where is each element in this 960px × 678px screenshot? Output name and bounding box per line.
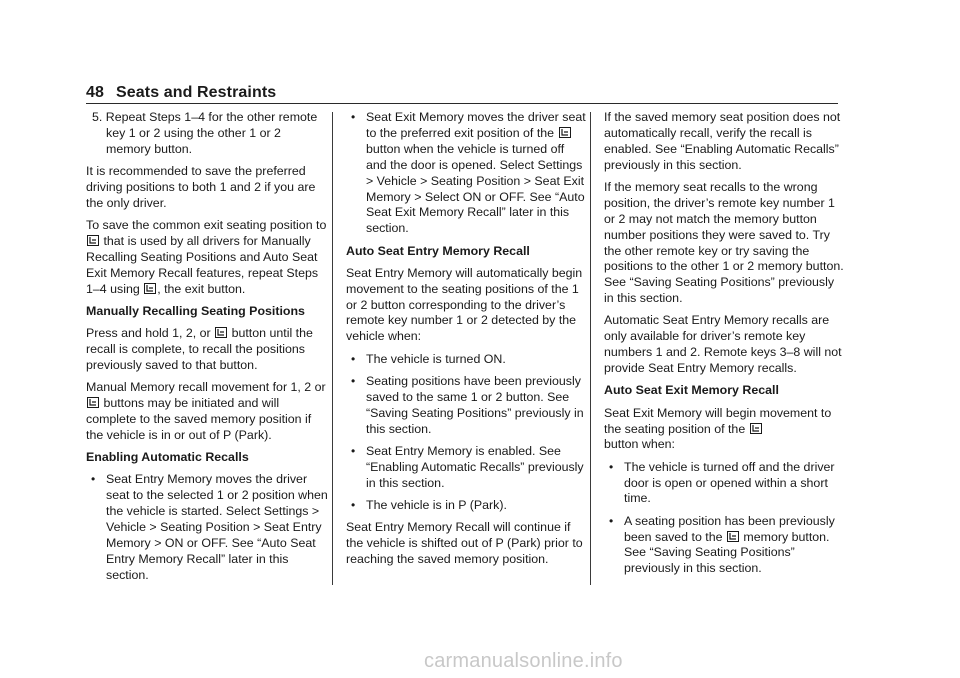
section-heading: Manually Recalling Seating Positions <box>86 303 305 318</box>
paragraph: Seat Entry Memory will automatically begin movement to the seating positions of the 1 or 2 button corresponding to the driver’s remote key number 1 or 2 detected by the vehicle when: <box>346 265 583 344</box>
text: Seat Exit Memory will begin movement to the seating position of the <box>604 405 832 436</box>
text: button when the vehicle is turned off and the door is opened. Select Settings > Vehicle > Seating Position > Seat Exit Memory > Select ON or OFF. See “Auto Seat Exit Memory Recall” later in this section. <box>366 141 585 236</box>
watermark: carmanualsonline.info <box>424 650 623 672</box>
list-item: • The vehicle is turned off and the driver door is open or opened within a short time. <box>604 460 846 508</box>
column-divider <box>332 112 333 585</box>
text: buttons may be initiated and will complete to the saved memory position if the vehicle is in or out of P (Park). <box>86 395 312 442</box>
list-item: • The vehicle is in P (Park). <box>346 498 588 514</box>
column-2 <box>346 110 588 574</box>
column-1 <box>86 110 328 590</box>
header-title <box>86 84 838 102</box>
exit-seat-memory-icon <box>750 423 762 434</box>
column-3 <box>604 110 846 584</box>
paragraph: If the saved memory seat position does not automatically recall, verify the recall is enabled. See “Enabling Automatic Recalls” previously in this section. <box>604 110 841 172</box>
text: A seating position has been previously been saved to the <box>624 513 835 544</box>
exit-seat-memory-icon <box>215 327 227 338</box>
exit-seat-memory-icon <box>144 283 156 294</box>
paragraph <box>86 326 328 374</box>
step-5: 5. Repeat Steps 1–4 for the other remote key 1 or 2 using the other 1 or 2 memory button. <box>92 110 318 156</box>
paragraph: Automatic Seat Entry Memory recalls are only available for driver’s remote key numbers 1 and 2. Remote keys 3–8 will not provide Seat Entry Memory recalls. <box>604 313 842 376</box>
list-item: • Seat Entry Memory is enabled. See “Enabling Automatic Recalls” previously in this section. <box>346 444 588 492</box>
paragraph: Seat Entry Memory Recall will continue if the vehicle is shifted out of P (Park) prior to reaching the saved memory position. <box>346 519 583 566</box>
text: , the exit button. <box>157 281 246 296</box>
text: that is used by all drivers for Manually Recalling Seating Positions and Auto Seat Exit Memory Recall features, repeat Steps 1–4 using <box>86 233 319 296</box>
section-title: Seats and Restraints <box>116 84 277 101</box>
text: memory button. See “Saving Seating Positions” previously in this section. <box>624 529 830 576</box>
paragraph <box>604 406 846 454</box>
text: Press and hold 1, 2, or <box>86 326 211 341</box>
text: To save the common exit seating position to <box>86 218 327 233</box>
list-item <box>346 110 588 237</box>
section-heading: Auto Seat Entry Memory Recall <box>346 243 530 258</box>
section-heading: Enabling Automatic Recalls <box>86 450 249 464</box>
section-heading: Auto Seat Exit Memory Recall <box>604 383 779 398</box>
exit-seat-memory-icon <box>87 235 99 246</box>
page-header <box>86 84 838 102</box>
exit-seat-memory-icon <box>87 397 99 408</box>
list-item: • Seat Entry Memory moves the driver seat to the selected 1 or 2 position when the vehicle is started. Select Settings > Vehicle > Seating Position > Seat Entry Memory > ON or OFF. See “Auto Seat Entry Memory Recall” later in this section. <box>86 472 328 583</box>
text: button until the recall is complete, to recall the positions previously saved to that button. <box>86 326 313 372</box>
list-item: • The vehicle is turned ON. <box>346 352 588 368</box>
exit-seat-memory-icon <box>727 531 739 542</box>
text: button when: <box>604 437 675 452</box>
exit-seat-memory-icon <box>559 127 571 138</box>
header-rule <box>86 103 838 104</box>
list-item: • Seating positions have been previously saved to the same 1 or 2 button. See “Saving Seating Positions” previously in this section. <box>346 374 588 438</box>
paragraph: If the memory seat recalls to the wrong position, the driver’s remote key number 1 or 2 may not match the memory button number positions they were saved to. Try the other remote key or try saving the positions to the other 1 or 2 memory button. See “Saving Seating Positions” previously in this section. <box>604 179 844 306</box>
text: Seat Exit Memory moves the driver seat to the preferred exit position of the <box>366 110 586 140</box>
paragraph <box>86 218 328 298</box>
text: Manual Memory recall movement for 1, 2 or <box>86 380 326 395</box>
paragraph <box>86 380 328 444</box>
column-divider <box>590 112 591 585</box>
list-item <box>604 514 846 578</box>
page-number: 48 <box>86 84 104 101</box>
paragraph: It is recommended to save the preferred driving positions to both 1 and 2 if you are the only driver. <box>86 164 316 210</box>
